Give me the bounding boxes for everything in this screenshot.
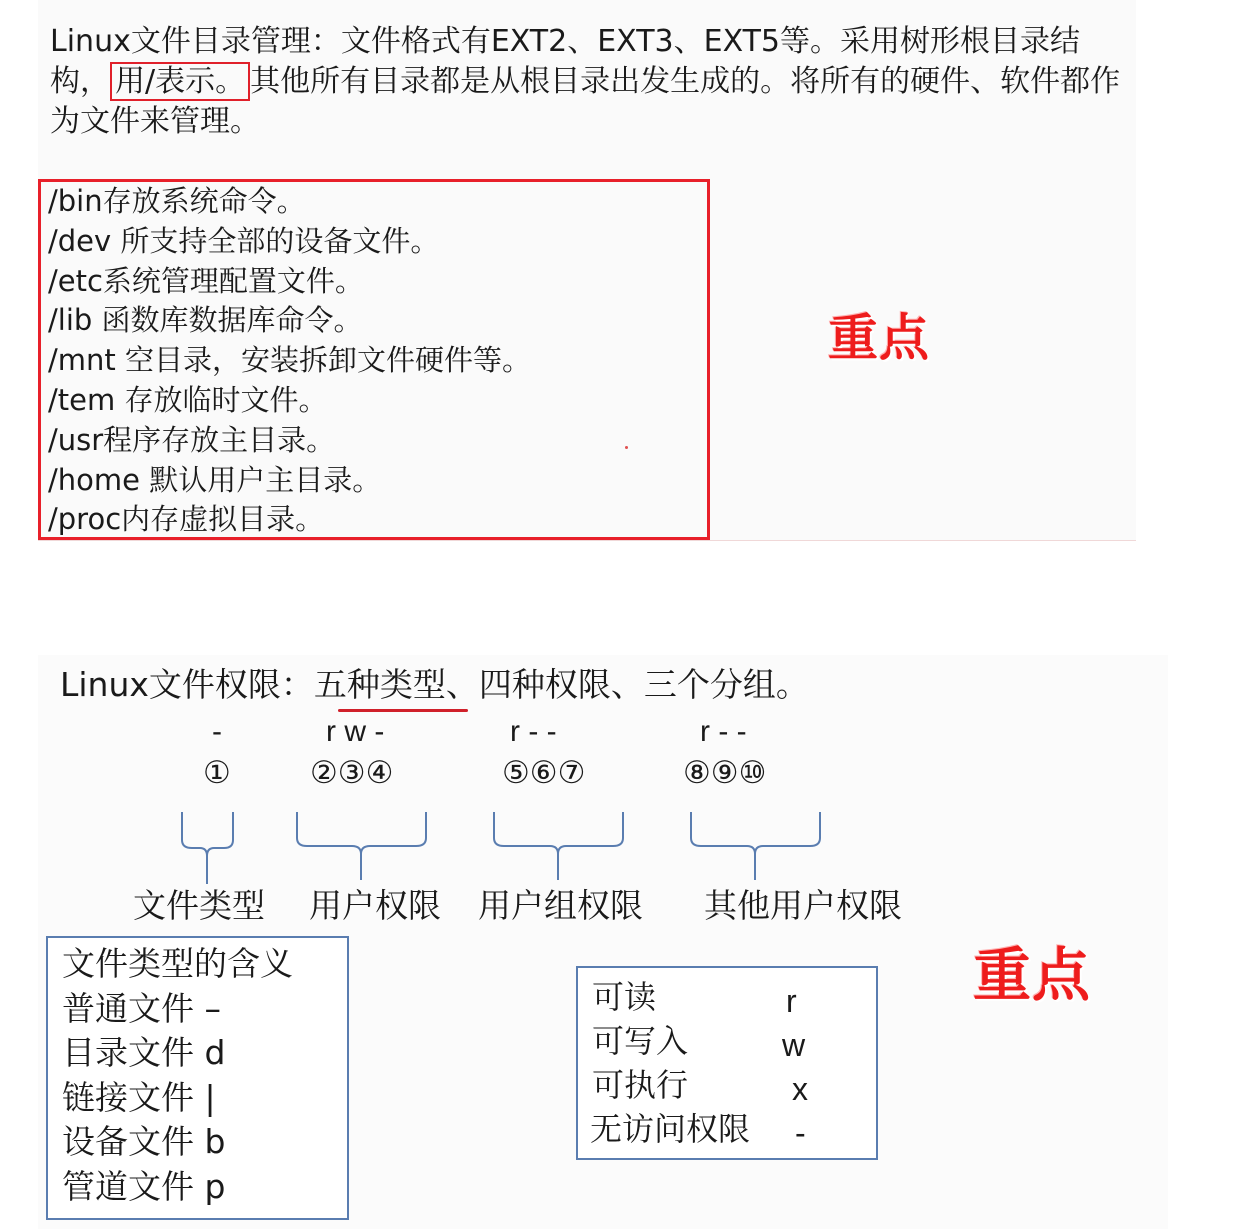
dir-item-dev: /dev 所支持全部的设备文件。	[48, 223, 440, 258]
file-type-device: 设备文件 b	[62, 1122, 226, 1162]
access-read-label: 可读	[592, 978, 657, 1016]
access-none-code: -	[795, 1115, 806, 1151]
access-read-code: r	[786, 983, 797, 1019]
dir-item-etc: /etc系统管理配置文件。	[48, 263, 364, 298]
brace-type	[182, 812, 233, 884]
dir-item-home: /home 默认用户主目录。	[48, 462, 382, 497]
group-label-type: 文件类型	[133, 886, 265, 925]
intro-text-2: 其他所有目录都是从根目录出发生成的。将所有的硬件、软件都作为文件来管理。	[50, 64, 1121, 139]
file-type-list	[62, 942, 293, 1210]
file-type-directory: 目录文件 d	[62, 1033, 226, 1073]
group-label-user: 用户权限	[309, 886, 441, 925]
access-exec-label: 可执行	[592, 1066, 689, 1104]
file-type-pipe: 管道文件 p	[62, 1166, 226, 1206]
emphasis-label-bottom: 重点	[973, 941, 1092, 1009]
permissions-title: Linux文件权限：五种类型、四种权限、三个分组。	[60, 665, 809, 704]
access-write-label: 可写入	[592, 1022, 689, 1060]
intro-text-1: Linux文件目录管理：文件格式有EXT2、EXT3、EXT5等。采用树形根目录结构，	[50, 24, 1081, 99]
perm-chars-other: r - -	[700, 715, 747, 748]
group-label-other: 其他用户权限	[704, 886, 902, 925]
dir-item-mnt: /mnt 空目录，安装拆卸文件硬件等。	[48, 343, 531, 378]
perm-number-other: ⑧⑨⑩	[683, 755, 767, 791]
group-label-group: 用户组权限	[478, 886, 643, 925]
access-write-code: w	[782, 1027, 806, 1063]
perm-chars-group: r - -	[510, 715, 557, 748]
access-none-label: 无访问权限	[590, 1110, 751, 1148]
perm-chars-type: -	[212, 715, 222, 748]
dir-item-usr: /usr程序存放主目录。	[48, 422, 336, 457]
perm-number-group: ⑤⑥⑦	[502, 755, 586, 791]
brace-user	[297, 812, 426, 880]
dir-item-lib: /lib 函数库数据库命令。	[48, 303, 363, 338]
dir-item-proc: /proc内存虚拟目录。	[48, 502, 325, 537]
perm-number-user: ②③④	[310, 755, 394, 791]
dir-item-tem: /tem 存放临时文件。	[48, 382, 328, 417]
access-exec-code: x	[792, 1071, 808, 1107]
perm-chars-user: r w -	[326, 715, 385, 748]
brace-group	[494, 812, 623, 880]
file-type-regular: 普通文件 –	[62, 988, 221, 1028]
root-symbol-highlight: 用/表示。	[110, 62, 250, 101]
file-type-heading: 文件类型的含义	[62, 944, 293, 983]
file-type-link: 链接文件 |	[62, 1077, 216, 1117]
brace-other	[691, 812, 820, 880]
dir-item-bin: /bin存放系统命令。	[48, 184, 306, 218]
emphasis-label-top: 重点	[828, 309, 930, 367]
perm-number-type: ①	[203, 755, 231, 791]
